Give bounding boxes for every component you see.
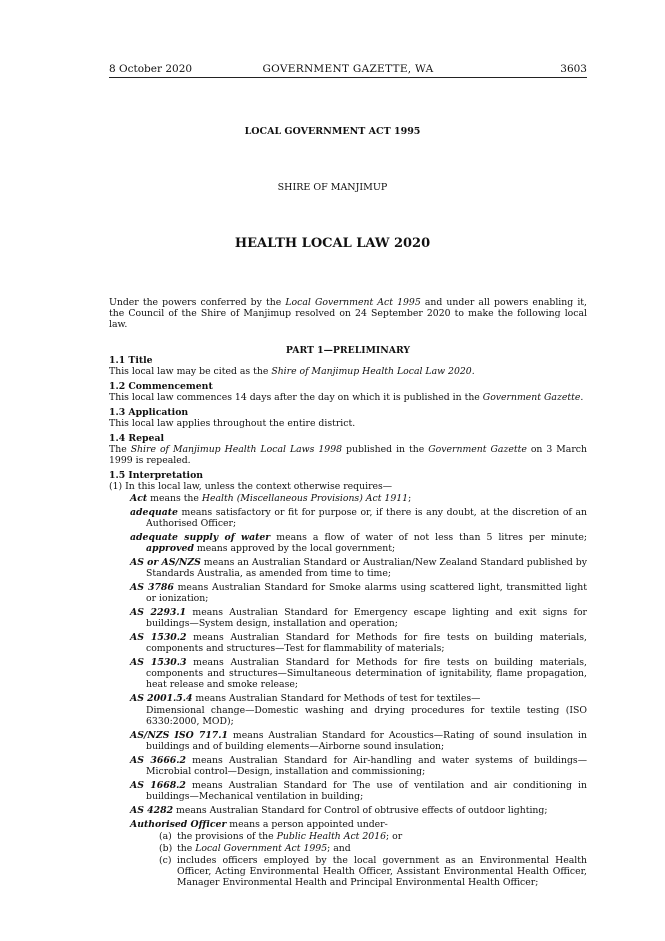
section-heading-application: 1.3 Application (109, 407, 189, 418)
definition-as-4282: AS 4282 means Australian Standard for Control of obtrusive effects of outdoor lighting; (130, 805, 548, 816)
section-heading-title: 1.1 Title (109, 355, 153, 366)
header-date: 8 October 2020 (109, 63, 193, 75)
definition-adequate-supply-of-water: adequate supply of water means a flow of water of not less than 5 litres per minute; approved means approved by the local government; (130, 532, 587, 554)
definition-as-1668-2: AS 1668.2 means Australian Standard for The use of ventilation and air conditioning in buildings—Mechanical ventilation in building; (130, 780, 588, 802)
definition-as-1530-3: AS 1530.3 means Australian Standard for Methods for fire tests on building materials, components and structures—Simultaneous determination of ignitability, flame propagation, heat release and smoke release; (130, 657, 587, 690)
definition-as-1530-2: AS 1530.2 means Australian Standard for Methods for fire tests on building materials, components and structures—Test for flammability of materials; (130, 632, 587, 654)
document-body (109, 297, 587, 888)
preamble: Under the powers conferred by the Local Government Act 1995 and under all powers enabling it, the Council of the Shire of Manjimup resolved on 24 September 2020 to make the following local law. (109, 297, 587, 330)
interpretation-intro: (1) In this local law, unless the context otherwise requires— (109, 481, 393, 492)
act-title: LOCAL GOVERNMENT ACT 1995 (244, 126, 421, 137)
part-heading: PART 1—PRELIMINARY (285, 345, 411, 356)
section-heading-repeal: 1.4 Repeal (109, 433, 165, 444)
authorised-officer-item-b: (b) the Local Government Act 1995; and (159, 843, 351, 854)
section-text-commencement: This local law commences 14 days after the day on which it is published in the Government Gazette. (109, 392, 584, 403)
section-heading-commencement: 1.2 Commencement (109, 381, 213, 392)
header-gazette-title: GOVERNMENT GAZETTE, WA (262, 63, 434, 75)
definition-act: Act means the Health (Miscellaneous Provisions) Act 1911; (130, 493, 412, 504)
section-text-application: This local law applies throughout the entire district. (109, 418, 356, 429)
definition-as-nzs: AS or AS/NZS means an Australian Standard or Australian/New Zealand Standard published by Standards Australia, as amended from time to time; (130, 557, 587, 579)
definition-adequate: adequate means satisfactory or fit for purpose or, if there is any doubt, at the discretion of an Authorised Officer; (130, 507, 587, 529)
definition-authorised-officer: Authorised Officer means a person appointed under- (130, 819, 388, 830)
local-law-title: HEALTH LOCAL LAW 2020 (234, 236, 431, 251)
section-text-repeal: The Shire of Manjimup Health Local Laws 1998 published in the Government Gazette on 3 March 1999 is repealed. (109, 444, 587, 466)
definition-as-nzs-iso-717-1: AS/NZS ISO 717.1 means Australian Standard for Acoustics—Rating of sound insulation in buildings and of building elements—Airborne sound insulation; (130, 730, 587, 752)
shire-name: SHIRE OF MANJIMUP (277, 182, 388, 193)
authorised-officer-item-c: (c) includes officers employed by the local government as an Environmental Health Officer, Acting Environmental Health Officer, Assistant Environmental Health Officer, Manager Environmental Health and Principal Environmental Health Officer; (159, 855, 587, 888)
definition-as-2293-1: AS 2293.1 means Australian Standard for Emergency escape lighting and exit signs for buildings—System design, installation and operation; (130, 607, 587, 629)
section-heading-interpretation: 1.5 Interpretation (109, 470, 204, 481)
header-page-number: 3603 (560, 63, 587, 75)
running-header (109, 63, 587, 78)
authorised-officer-item-a: (a) the provisions of the Public Health Act 2016; or (159, 831, 403, 842)
definition-as-3786: AS 3786 means Australian Standard for Smoke alarms using scattered light, transmitted light or ionization; (130, 582, 587, 604)
definition-as-2001-5-4-continued: Dimensional change—Domestic washing and drying procedures for textile testing (ISO 6330:2000, MOD); (146, 705, 587, 727)
definition-as-3666-2: AS 3666.2 means Australian Standard for Air-handling and water systems of buildings—Microbial control—Design, installation and commissioning; (130, 755, 587, 777)
section-text-title: This local law may be cited as the Shire of Manjimup Health Local Law 2020. (109, 366, 475, 377)
definition-as-2001-5-4: AS 2001.5.4 means Australian Standard for Methods of test for textiles— (130, 693, 481, 704)
